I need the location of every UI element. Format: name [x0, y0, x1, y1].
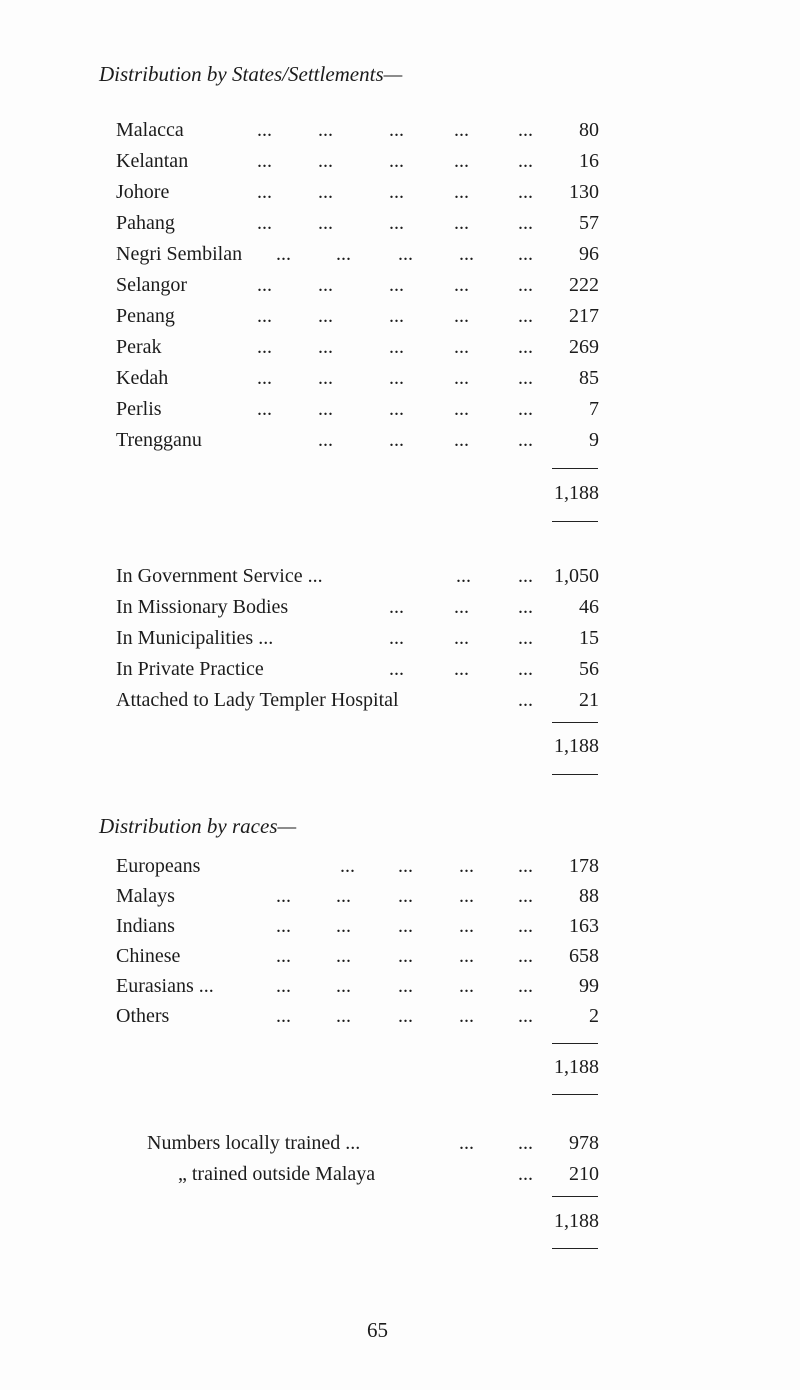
- list-item: Indians ... ... ... ... ... 163: [0, 910, 800, 942]
- races-total: 1,188: [554, 1056, 599, 1078]
- row-label: Indians: [116, 915, 175, 937]
- row-value: 1,050: [554, 565, 599, 587]
- list-item: Johore ... ... ... ... ... 130: [0, 176, 800, 208]
- states-heading: Distribution by States/Settlements—: [99, 62, 403, 86]
- row-value: 96: [579, 243, 599, 265]
- list-item: In Municipalities ... ... ... ... 15: [0, 622, 800, 654]
- list-item: Kelantan ... ... ... ... ... 16: [0, 145, 800, 177]
- row-label: Selangor: [116, 274, 188, 296]
- list-item: Pahang ... ... ... ... ... 57: [0, 207, 800, 239]
- row-value: 178: [569, 855, 599, 877]
- row-value: 56: [579, 658, 599, 680]
- row-label: „ trained outside Malaya: [178, 1163, 376, 1185]
- list-item: Malays ... ... ... ... ... 88: [0, 880, 800, 912]
- row-value: 210: [569, 1163, 599, 1185]
- row-value: 88: [579, 885, 599, 907]
- row-label: Pahang: [116, 212, 175, 234]
- list-item: Perlis ... ... ... ... ... 7: [0, 393, 800, 425]
- row-label: In Government Service ...: [116, 565, 323, 587]
- row-value: 222: [569, 274, 599, 296]
- row-value: 163: [569, 915, 599, 937]
- row-value: 7: [589, 398, 599, 420]
- row-value: 16: [579, 150, 599, 172]
- subtotal-rule: [552, 468, 598, 469]
- list-item: In Private Practice ... ... ... 56: [0, 653, 800, 685]
- training-total: 1,188: [554, 1210, 599, 1232]
- row-label: Eurasians ...: [116, 975, 214, 997]
- total-rule: [552, 774, 598, 775]
- row-value: 46: [579, 596, 599, 618]
- row-label: Perlis: [116, 398, 162, 420]
- row-label: Kelantan: [116, 150, 189, 172]
- list-item: In Government Service ... ... ... 1,050: [0, 560, 800, 592]
- list-item: In Missionary Bodies ... ... ... 46: [0, 591, 800, 623]
- list-item: Numbers locally trained ... ... ... 978: [0, 1127, 800, 1159]
- row-value: 99: [579, 975, 599, 997]
- row-label: Kedah: [116, 367, 169, 389]
- list-item: Attached to Lady Templer Hospital ... 21: [0, 684, 800, 716]
- list-item: „ trained outside Malaya ... 210: [0, 1158, 800, 1190]
- list-item: Penang ... ... ... ... ... 217: [0, 300, 800, 332]
- service-total: 1,188: [554, 735, 599, 757]
- list-item: Europeans ... ... ... ... 178: [0, 850, 800, 882]
- row-label: Trengganu: [116, 429, 202, 451]
- row-label: Perak: [116, 336, 162, 358]
- list-item: Malacca ... ... ... ... ... 80: [0, 114, 800, 146]
- row-value: 217: [569, 305, 599, 327]
- row-value: 269: [569, 336, 599, 358]
- row-value: 57: [579, 212, 599, 234]
- row-label: Negri Sembilan: [116, 243, 243, 265]
- list-item: Negri Sembilan ... ... ... ... ... 96: [0, 238, 800, 270]
- row-value: 130: [569, 181, 599, 203]
- row-value: 2: [589, 1005, 599, 1027]
- row-value: 658: [569, 945, 599, 967]
- list-item: Eurasians ... ... ... ... ... ... 99: [0, 970, 800, 1002]
- row-label: Malacca: [116, 119, 184, 141]
- row-label: Others: [116, 1005, 170, 1027]
- row-label: Europeans: [116, 855, 201, 877]
- states-total: 1,188: [554, 482, 599, 504]
- page-number: 65: [367, 1318, 388, 1342]
- row-label: Malays: [116, 885, 175, 907]
- row-label: Penang: [116, 305, 175, 327]
- subtotal-rule: [552, 1043, 598, 1044]
- row-label: In Municipalities ...: [116, 627, 274, 649]
- row-value: 85: [579, 367, 599, 389]
- list-item: Selangor ... ... ... ... ... 222: [0, 269, 800, 301]
- subtotal-rule: [552, 1196, 598, 1197]
- list-item: Chinese ... ... ... ... ... 658: [0, 940, 800, 972]
- row-label: In Missionary Bodies: [116, 596, 289, 618]
- list-item: Others ... ... ... ... ... 2: [0, 1000, 800, 1032]
- row-label: Johore: [116, 181, 170, 203]
- total-rule: [552, 1094, 598, 1095]
- row-value: 15: [579, 627, 599, 649]
- list-item: Trengganu ... ... ... ... 9: [0, 424, 800, 456]
- total-rule: [552, 1248, 598, 1249]
- row-value: 80: [579, 119, 599, 141]
- row-label: In Private Practice: [116, 658, 264, 680]
- row-value: 21: [579, 689, 599, 711]
- row-value: 9: [589, 429, 599, 451]
- total-rule: [552, 521, 598, 522]
- row-value: 978: [569, 1132, 599, 1154]
- races-heading: Distribution by races—: [99, 814, 297, 838]
- row-label: Chinese: [116, 945, 181, 967]
- list-item: Kedah ... ... ... ... ... 85: [0, 362, 800, 394]
- row-label: Attached to Lady Templer Hospital: [116, 689, 399, 711]
- subtotal-rule: [552, 722, 598, 723]
- list-item: Perak ... ... ... ... ... 269: [0, 331, 800, 363]
- row-label: Numbers locally trained ...: [147, 1132, 361, 1154]
